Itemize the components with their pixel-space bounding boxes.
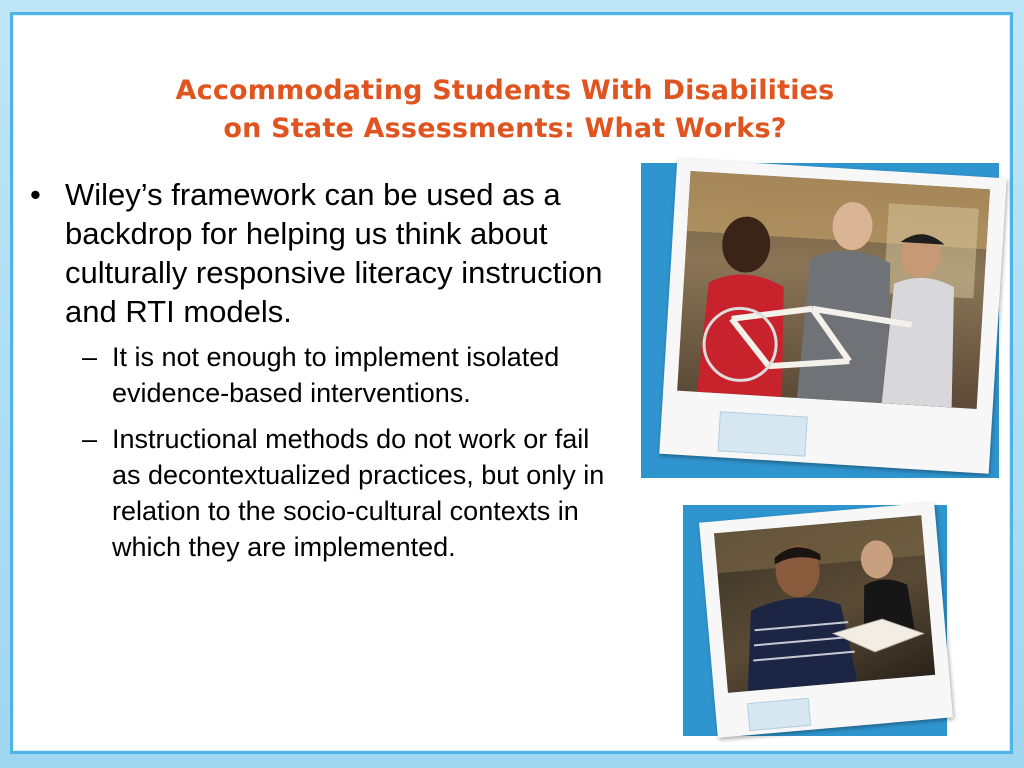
- bullet-marker: •: [30, 177, 41, 212]
- bullet-text: Wiley’s framework can be used as a backdrop for helping us think about culturally responsive literacy instruction and RTI models.: [65, 177, 603, 329]
- photo-bicycle-class: [659, 158, 1006, 474]
- bullet-list: [30, 175, 610, 565]
- photo-label-tab: [747, 698, 811, 731]
- bullet-item: [30, 175, 610, 331]
- sub-bullet-text: It is not enough to implement isolated evidence-based interventions.: [112, 342, 560, 408]
- title-line-2: on State Assessments: What Works?: [223, 113, 787, 144]
- sub-bullet-marker: –: [82, 342, 98, 372]
- photo-label-tab: [718, 411, 808, 456]
- sub-bullet-marker: –: [82, 424, 98, 454]
- title-line-1: Accommodating Students With Disabilities: [175, 75, 835, 106]
- sub-bullet-item: [30, 421, 610, 565]
- slide-title: [150, 72, 860, 148]
- sub-bullet-text: Instructional methods do not work or fail as decontextualized practices, but only in relation to the socio-cultural contexts in which they are implemented.: [112, 424, 605, 562]
- photo-icon: [677, 171, 990, 409]
- photo-students-reading: [699, 502, 953, 738]
- photo-icon: [714, 515, 935, 693]
- sub-bullet-item: [30, 339, 610, 411]
